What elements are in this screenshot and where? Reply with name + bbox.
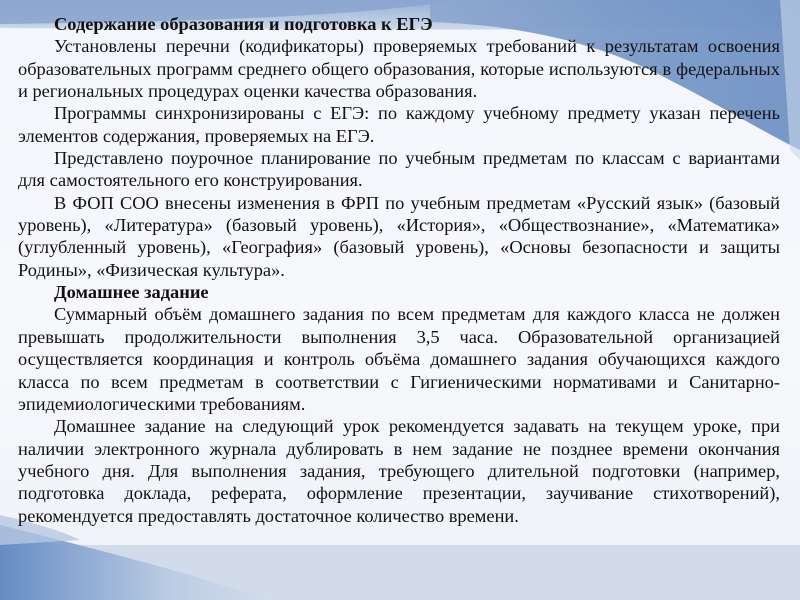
paragraph-homework-volume: Суммарный объём домашнего задания по всем предметам для каждого класса не должен превышать продолжительности выполнения 3,5 часа. Образовательной организацией осуществляется координация и контроль объёма домашнего задания обучающихся каждого класса по всем предметам в соответствии с Гигиеническими нормативами и Санитарно-эпидемиологическими требованиям. bbox=[18, 304, 780, 414]
section-heading-ege: Содержание образования и подготовка к ЕГЭ bbox=[54, 14, 433, 34]
paragraph-lesson-planning: Представлено поурочное планирование по учебным предметам по классам с вариантами для самостоятельного его конструирования. bbox=[18, 148, 780, 191]
slide-text-body bbox=[18, 13, 780, 527]
section-heading-homework: Домашнее задание bbox=[54, 282, 209, 303]
paragraph-sync-ege: Программы синхронизированы с ЕГЭ: по каждому учебному предмету указан перечень элементов содержания, проверяемых на ЕГЭ. bbox=[18, 103, 780, 146]
paragraph-codifiers: Установлены перечни (кодификаторы) проверяемых требований к результатам освоения образовательных программ среднего общего образования, которые используются в федеральных и региональных процедурах оценки качества образования. bbox=[18, 36, 780, 102]
paragraph-fop-changes: В ФОП СОО внесены изменения в ФРП по учебным предметам «Русский язык» (базовый уровень), «Литература» (базовый уровень), «История», «Обществознание», «Математика» (углубленный уровень), «География» (базовый уровень), «Основы безопасности и защиты Родины», «Физическая культура». bbox=[18, 192, 780, 280]
paragraph-homework-assignment: Домашнее задание на следующий урок рекомендуется задавать на текущем уроке, при наличии электронного журнала дублировать в нем задание не позднее времени окончания учебного дня. Для выполнения задания, требующего длительной подготовки (например, подготовка доклада, реферата, оформление презентации, заучивание стихотворений), рекомендуется предоставлять достаточное количество времени. bbox=[18, 416, 780, 526]
